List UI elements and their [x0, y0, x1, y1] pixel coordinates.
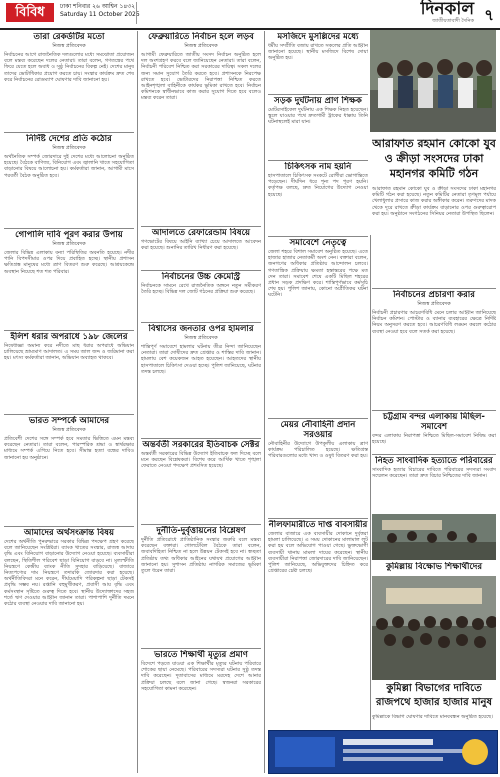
- byline: নিজস্ব প্রতিবেদক: [417, 301, 451, 307]
- article-separator: [372, 454, 496, 455]
- ad-graphic: [269, 731, 497, 773]
- byline: নিজস্ব প্রতিবেদক: [52, 241, 86, 247]
- headline: আদালতে রেফারেন্ডাম বিষয়ে: [151, 228, 251, 238]
- column-rule: [264, 31, 265, 773]
- date-block: [60, 3, 140, 19]
- headline: নির্দিষ্ট দেশের প্রতি কঠোর: [26, 134, 112, 144]
- article-ilish: [4, 332, 134, 412]
- article-separator: [141, 270, 261, 271]
- article-separator: [4, 414, 134, 415]
- masthead-tagline: জাতীয়তাবাদী দৈনিক: [432, 18, 474, 24]
- headline: তারা রেকর্ডটির মতো: [33, 32, 105, 42]
- article-separator: [4, 228, 134, 229]
- article-separator: [268, 94, 368, 95]
- headline: মসজিদে মুসল্লিদের মধ্যে: [277, 32, 359, 42]
- headline: নিহত সাংবাদিক হত্যাতে পরিবারের: [375, 456, 493, 466]
- article-cumilla-body: [372, 714, 496, 728]
- byline: নিজস্ব প্রতিবেদক: [184, 335, 218, 341]
- article-body: নৌবাহিনীর উদ্যোগে উপকূলীয় এলাকায় ত্রাণ কার্যক্রম পরিচালিত হয়েছে। ক্ষতিগ্রস্ত পরিবারগুলোর মধ্যে খাদ্য ও ওষুধ বিতরণ করা হয়।: [268, 441, 368, 460]
- article-gopalganj: [4, 230, 134, 328]
- article-masjid: [268, 32, 368, 92]
- article-bharat-bandar: [141, 650, 261, 772]
- article-body: নির্বাচনী প্রচারণার আচরণবিধি মেনে চলার আহ্বান জানিয়েছে নির্বাচন কমিশন। পোস্টার ও ব্যানার ব্যবহারের ক্ষেত্রে নির্দিষ্ট নিয়ম অনুসরণ করতে হবে। আচরণবিধি লঙ্ঘন করলে কঠোর ব্যবস্থা নেওয়া হবে বলে সতর্ক করা হয়েছে।: [372, 310, 496, 335]
- headline: চট্টগ্রাম বন্দর এলাকায় মিছিল-সমাবেশ: [383, 412, 485, 432]
- headline: ভারত সম্পর্কে আমাদের: [28, 416, 110, 426]
- headline: নির্বাচনের উচ্চ কেমেস্ট্রি: [161, 272, 241, 282]
- article-separator: [4, 330, 134, 331]
- article-body: বিদেশে পড়তে যাওয়া এক শিক্ষার্থীর মৃত্যুর ঘটনায় পরিবারে শোকের ছায়া নেমেছে। পরিবারের সদস্যরা ঘটনার সুষ্ঠু তদন্ত দাবি করেছেন। দূতাবাসের মাধ্যমে মরদেহ দেশে আনার প্রক্রিয়া চলছে বলে জানা গেছে। স্বজনরা সরকারের সহযোগিতা কামনা করেছেন।: [141, 661, 261, 692]
- article-separator: [268, 518, 368, 519]
- article-nilphamari: [268, 520, 368, 726]
- headline: বিশ্বাসের জনতার ওপর হামলার: [148, 324, 254, 334]
- page-number: ৭: [484, 6, 494, 24]
- photo-cumilla-big-graphic: [372, 576, 496, 680]
- headline: গোপালি দাবি পূরণ করার উপায়: [15, 230, 123, 240]
- headline: সড়ক দুর্ঘটনায় প্রাণ শিক্ষক: [274, 96, 362, 106]
- photo-cumilla-big: [372, 576, 496, 680]
- article-body: জেলার বিভিন্ন এলাকায় বন্যা পরিস্থিতির অবনতি হয়েছে। নদীর পানি বিপদসীমার ওপর দিয়ে প্রবাহিত হচ্ছে। স্থানীয় প্রশাসন ক্ষতিগ্রস্ত মানুষের মধ্যে ত্রাণ বিতরণ শুরু করেছে। আশ্রয়কেন্দ্রে অবস্থান নিয়েছে শত শত পরিবার।: [4, 250, 134, 275]
- headline: অন্তর্বর্তী সরকারের ইতিবাচক সেক্টর: [142, 440, 260, 450]
- article-campaign: [372, 290, 496, 408]
- article-sondeho: [268, 162, 368, 234]
- page-header: [0, 0, 500, 30]
- article-durgapur: [141, 526, 261, 646]
- article-separator: [268, 418, 368, 419]
- byline: নিজস্ব প্রতিবেদক: [52, 43, 86, 49]
- headline: সমাবেশে নেতৃত্বে: [289, 238, 347, 248]
- article-body: প্রতিবেশী দেশের সঙ্গে সম্পর্ক হবে সমতার ভিত্তিতে এমন মন্তব্য করেছেন নেতারা। তারা বলেন, পারস্পরিক শ্রদ্ধা ও স্বার্থরক্ষার মাধ্যমে সম্পর্ক এগিয়ে নিতে হবে। সীমান্ত হত্যা বন্ধের দাবিও জানানো হয় অনুষ্ঠানে।: [4, 436, 134, 461]
- header-divider: [136, 2, 350, 24]
- column-rule: [370, 235, 371, 773]
- section-label: বিবিধ: [6, 3, 54, 22]
- column-rule: [137, 31, 138, 773]
- article-body: নির্বাচনের আগে রাজনৈতিক দলগুলোর মধ্যে সমঝোতা প্রয়োজন বলে মন্তব্য করেছেন দলের নেতারা। তারা বলেন, গণতন্ত্রের পথে ফিরে যেতে হলে অবাধ ও সুষ্ঠু নির্বাচনের বিকল্প নেই। দেশের মানুষ তাদের ভোটাধিকার প্রয়োগ করতে চায়। সংস্কার কার্যক্রম দ্রুত শেষ করে নির্বাচনের রোডম্যাপ ঘোষণার দাবি জানানো হয়।: [4, 52, 134, 83]
- photo-meeting: [370, 30, 496, 132]
- article-arbit: [141, 440, 261, 522]
- article-body: জেলার বাজারে এক ব্যবসায়ীর দোকানে দুর্বৃত্তরা হামলা চালিয়েছে। এ সময় দোকানের মালামাল লুট করা হয় বলে অভিযোগ পাওয়া গেছে। ভুক্তভোগী ব্যবসায়ী থানায় মামলা দায়ের করেছেন। স্থানীয় ব্যবসায়ীরা নিরাপত্তা জোরদারের দাবি জানিয়েছেন। পুলিশ জানিয়েছে, অভিযুক্তদের চিহ্নিত করে গ্রেপ্তারের চেষ্টা চলছে।: [268, 531, 368, 575]
- article-separator: [141, 438, 261, 439]
- headline: ফেব্রুয়ারিতে নির্বাচন হলে লড়ব: [148, 32, 254, 42]
- article-body: মোটরসাইকেল দুর্ঘটনায় এক শিক্ষক নিহত হয়েছেন। স্কুলে যাওয়ার পথে দ্রুতগামী ট্রাকের ধাক্কায় তিনি ঘটনাস্থলেই মারা যান।: [268, 107, 368, 126]
- date-english: Saturday 11 October 2025: [60, 11, 140, 18]
- article-separator: [141, 524, 261, 525]
- article-shikkhok: [268, 96, 368, 158]
- article-body: অর্থনৈতিক সম্পর্ক জোরদারে দুই দেশের মধ্যে আলোচনা অনুষ্ঠিত হয়েছে। বৈঠকে বাণিজ্য, বিনিয়োগ এবং জ্বালানি খাতে সহযোগিতা বাড়ানোর বিষয়ে আলোচনা হয়। কর্মকর্তারা জানান, আগামী মাসে পরবর্তী বৈঠক অনুষ্ঠিত হবে।: [4, 154, 134, 179]
- article-body: ধর্মীয় সম্প্রীতি বজায় রাখতে সকলের প্রতি আহ্বান জানানো হয়েছে। স্থানীয় মসজিদে বিশেষ দোয়া অনুষ্ঠিত হয়।: [268, 43, 368, 62]
- article-nirbachon: [141, 272, 261, 320]
- article-separator: [141, 226, 261, 227]
- article-body: জেলা শহরে বিশাল সমাবেশ অনুষ্ঠিত হয়েছে। এতে হাজার হাজার নেতাকর্মী অংশ নেন। বক্তারা বলেন, জনগণের অধিকার প্রতিষ্ঠায় আন্দোলন চলবে। গণতান্ত্রিক প্রক্রিয়ায় ক্ষমতা হস্তান্তরের পক্ষে মত দেন তারা। সমাবেশ শেষে একটি মিছিল শহরের প্রধান সড়ক প্রদক্ষিণ করে। শান্তিপূর্ণভাবে কর্মসূচি শেষ হয়। পুলিশ জানায়, কোনো অপ্রীতিকর ঘটনা ঘটেনি।: [268, 249, 368, 299]
- headline: আমাদের অর্থসংক্রান্ত বিষয়: [23, 528, 114, 538]
- article-body: নির্বাচনকে সামনে রেখে রাজনৈতিক অঙ্গনে নতুন সমীকরণ তৈরি হচ্ছে। বিভিন্ন দল জোট গঠনের প্রক্রিয়া শুরু করেছে।: [141, 283, 261, 296]
- article-body: হাসপাতালে চিকিৎসক সংকটে রোগীরা ভোগান্তিতে পড়েছেন। দীর্ঘদিন ধরে শূন্য পদ পূরণ হয়নি। কর্তৃপক্ষ বলছে, দ্রুত নিয়োগের উদ্যোগ নেওয়া হয়েছে।: [268, 173, 368, 198]
- article-body: বন্দর এলাকায় নিরাপত্তা নিশ্চিতে মিছিল-সমাবেশ নিষিদ্ধ করা হয়েছে।: [372, 433, 496, 446]
- masthead: [352, 1, 474, 25]
- headline: ইলিশ ধরার অপরাধে ১৯৮ জেলের: [10, 332, 128, 342]
- headline-cumilla-short: কুমিল্লায় বিক্ষোভ শিক্ষার্থীদের: [385, 562, 483, 572]
- headline-cumilla-big: কুমিল্লা বিভাগের দাবিতে রাজপথে হাজার হাজার মানুষ: [375, 683, 492, 708]
- article-separator: [141, 322, 261, 323]
- headline: নীলফামারীতে দাপ্ত বাবসায়ীর: [268, 520, 368, 530]
- article-body: কুমিল্লাকে বিভাগ ঘোষণার দাবিতে মানববন্ধন অনুষ্ঠিত হয়েছে।: [372, 714, 493, 720]
- byline: নিজস্ব প্রতিবেদক: [52, 427, 86, 433]
- article-separator: [372, 410, 496, 411]
- headline: মেয়র নৌবাহিনী প্রদান সরওয়ার: [280, 420, 356, 440]
- article-separator: [268, 160, 368, 161]
- article-body: নিষেধাজ্ঞা অমান্য করে নদীতে মাছ ধরার অপরাধে অভিযান চালিয়েছে ভ্রাম্যমাণ আদালত। এ সময় জাল জব্দ ও জরিমানা করা হয়। মৎস্য কর্মকর্তারা জানান, অভিযান অব্যাহত থাকবে।: [4, 343, 134, 362]
- article-body: সাংবাদিক হত্যার বিচারের দাবিতে পরিবারের সদস্যরা সংবাদ সম্মেলন করেছেন। তারা দ্রুত বিচার নিশ্চিতের দাবি জানান।: [372, 467, 496, 480]
- article-bichar: [141, 324, 261, 436]
- article-body: অন্তর্বর্তী সরকারের বিভিন্ন উদ্যোগ ইতিবাচক ফল দিচ্ছে বলে মনে করছেন বিশ্লেষকরা। বিশেষ করে আর্থিক খাতে শৃঙ্খলা ফেরাতে নেওয়া পদক্ষেপ প্রশংসিত হয়েছে।: [141, 451, 261, 470]
- photo-meeting-graphic: [370, 30, 496, 132]
- photo-cumilla-small: [372, 514, 496, 560]
- article-chattagram: [372, 412, 496, 452]
- article-hasina-demand: [141, 32, 261, 224]
- article-body: দুর্নীতি প্রতিরোধে প্রাতিষ্ঠানিক সংস্কার জরুরি বলে মন্তব্য করেছেন বক্তারা। গোলটেবিল বৈঠকে তারা বলেন, জবাবদিহিতা নিশ্চিত না হলে উন্নয়ন টেকসই হবে না। স্বচ্ছতা প্রতিষ্ঠায় তথ্য অধিকার আইনের যথাযথ প্রয়োগের আহ্বান জানানো হয়। সুশাসন প্রতিষ্ঠায় নাগরিক সমাজের ভূমিকা তুলে ধরেন তারা।: [141, 537, 261, 575]
- article-tarek: [4, 32, 134, 130]
- article-project: [268, 420, 368, 516]
- advertisement[interactable]: [268, 730, 498, 774]
- date-bengali: ঢাকা শনিবার ২৬ আশ্বিন ১৪৩২: [60, 3, 136, 10]
- article-body: শান্তিপূর্ণ সমাবেশে হামলার ঘটনায় তীব্র নিন্দা জানিয়েছেন নেতারা। তারা দোষীদের দ্রুত গ্রেপ্তার ও শাস্তির দাবি জানান। হামলায় বেশ কয়েকজন আহত হয়েছেন। আহতদের স্থানীয় হাসপাতালে চিকিৎসা দেওয়া হচ্ছে। পুলিশ জানিয়েছে, ঘটনার তদন্ত চলছে।: [141, 344, 261, 375]
- article-separator: [141, 648, 261, 649]
- article-joint: [268, 238, 368, 416]
- photo-cumilla-small-graphic: [372, 514, 496, 560]
- article-bnp-uniform: [141, 228, 261, 268]
- article-separator: [268, 236, 368, 237]
- headline: নির্বাচনের প্রচারণা করার: [393, 290, 475, 300]
- headline: দুর্নীতি-দুর্বৃত্তায়নের বিশ্লেষণ: [156, 526, 246, 536]
- article-separator: [372, 288, 496, 289]
- byline: নিজস্ব প্রতিবেদক: [52, 145, 86, 151]
- article-shop-rule: [4, 528, 134, 772]
- article-separator: [4, 132, 134, 133]
- article-body: আগামী ফেব্রুয়ারিতে জাতীয় সংসদ নির্বাচন অনুষ্ঠিত হলে দল অংশগ্রহণ করবে বলে জানিয়েছেন নেতারা। তারা বলেন, নির্বাচনী পরিবেশ নিশ্চিত করা সরকারের দায়িত্ব। সকল দলের জন্য সমান সুযোগ তৈরি করতে হবে। প্রশাসনকে নিরপেক্ষ রাখতে হবে। ভোটারদের নিরাপত্তা নিশ্চিত করতে আইনশৃঙ্খলা বাহিনীকে কার্যকর ভূমিকা রাখতে হবে। নির্বাচন কমিশনকে স্বাধীনভাবে কাজ করার সুযোগ দিতে হবে বলেও মন্তব্য করেন তারা।: [141, 52, 261, 102]
- article-arafat-body: [372, 186, 496, 286]
- masthead-name: দিনকাল: [420, 0, 474, 19]
- article-body: দেশের অর্থনীতি পুনরুদ্ধারে সরকার বিভিন্ন পদক্ষেপ গ্রহণ করেছে বলে জানিয়েছেন সংশ্লিষ্টরা। ব্যাংক খাতের সংস্কার, রাজস্ব আদায় বৃদ্ধি এবং বিনিয়োগ বাড়ানোর উদ্যোগ নেওয়া হয়েছে। ব্যবসায়ীরা বলছেন, স্থিতিশীল পরিবেশ ছাড়া বিনিয়োগ বাড়বে না। মূল্যস্ফীতি নিয়ন্ত্রণে কেন্দ্রীয় ব্যাংক নীতি সুদহার বাড়িয়েছে। বাজারে নিত্যপণ্যের দাম নিয়ন্ত্রণে তদারকি জোরদার করা হয়েছে। অর্থনীতিবিদরা মনে করেন, দীর্ঘমেয়াদি পরিকল্পনা ছাড়া টেকসই প্রবৃদ্ধি সম্ভব নয়। রপ্তানি বহুমুখীকরণ, প্রবাসী আয় বৃদ্ধি এবং কর্মসংস্থান সৃষ্টিতে গুরুত্ব দিতে হবে। স্থানীয় উদ্যোক্তাদের সহজ শর্তে ঋণ দেওয়ার আহ্বান জানান তারা। পাশাপাশি দুর্নীতি দমনে কঠোর ব্যবস্থা নেওয়ার দাবি জানানো হয়।: [4, 539, 134, 608]
- article-body: গণভোটের বিষয়ে আইনি ব্যাখ্যা চেয়ে আদালতে আবেদন করা হয়েছে। শুনানির তারিখ নির্ধারণ করা হয়েছে।: [141, 239, 261, 252]
- headline: ভারতে শিক্ষার্থী মৃত্যুর প্রমাণ: [154, 650, 248, 660]
- headline-arafat: আরাফাত রহমান কোকো যুব ও ক্রীড়া সংসদের ঢাকা মহানগর কমিটি গঠন: [372, 137, 496, 180]
- article-separator: [4, 526, 134, 527]
- article-body: আরাফাত রহমান কোকো যুব ও ক্রীড়া সংসদের ঢাকা মহানগর কমিটি গঠন করা হয়েছে। নতুন কমিটির নেতারা তৃণমূল পর্যায়ে খেলাধুলার প্রসারে কাজ করার অঙ্গীকার করেন। তরুণদের মাদক থেকে দূরে রাখতে ক্রীড়া কার্যক্রম বাড়ানোর ওপর গুরুত্বারোপ করা হয়। অনুষ্ঠানে সংগঠনের সিনিয়র নেতারা উপস্থিত ছিলেন।: [372, 186, 496, 217]
- article-nihot: [372, 456, 496, 512]
- byline: নিজস্ব প্রতিবেদক: [184, 43, 218, 49]
- article-ghuri: [4, 134, 134, 226]
- article-bharat: [4, 416, 134, 524]
- headline: চিকিৎসক নাম হয়নি: [284, 162, 352, 172]
